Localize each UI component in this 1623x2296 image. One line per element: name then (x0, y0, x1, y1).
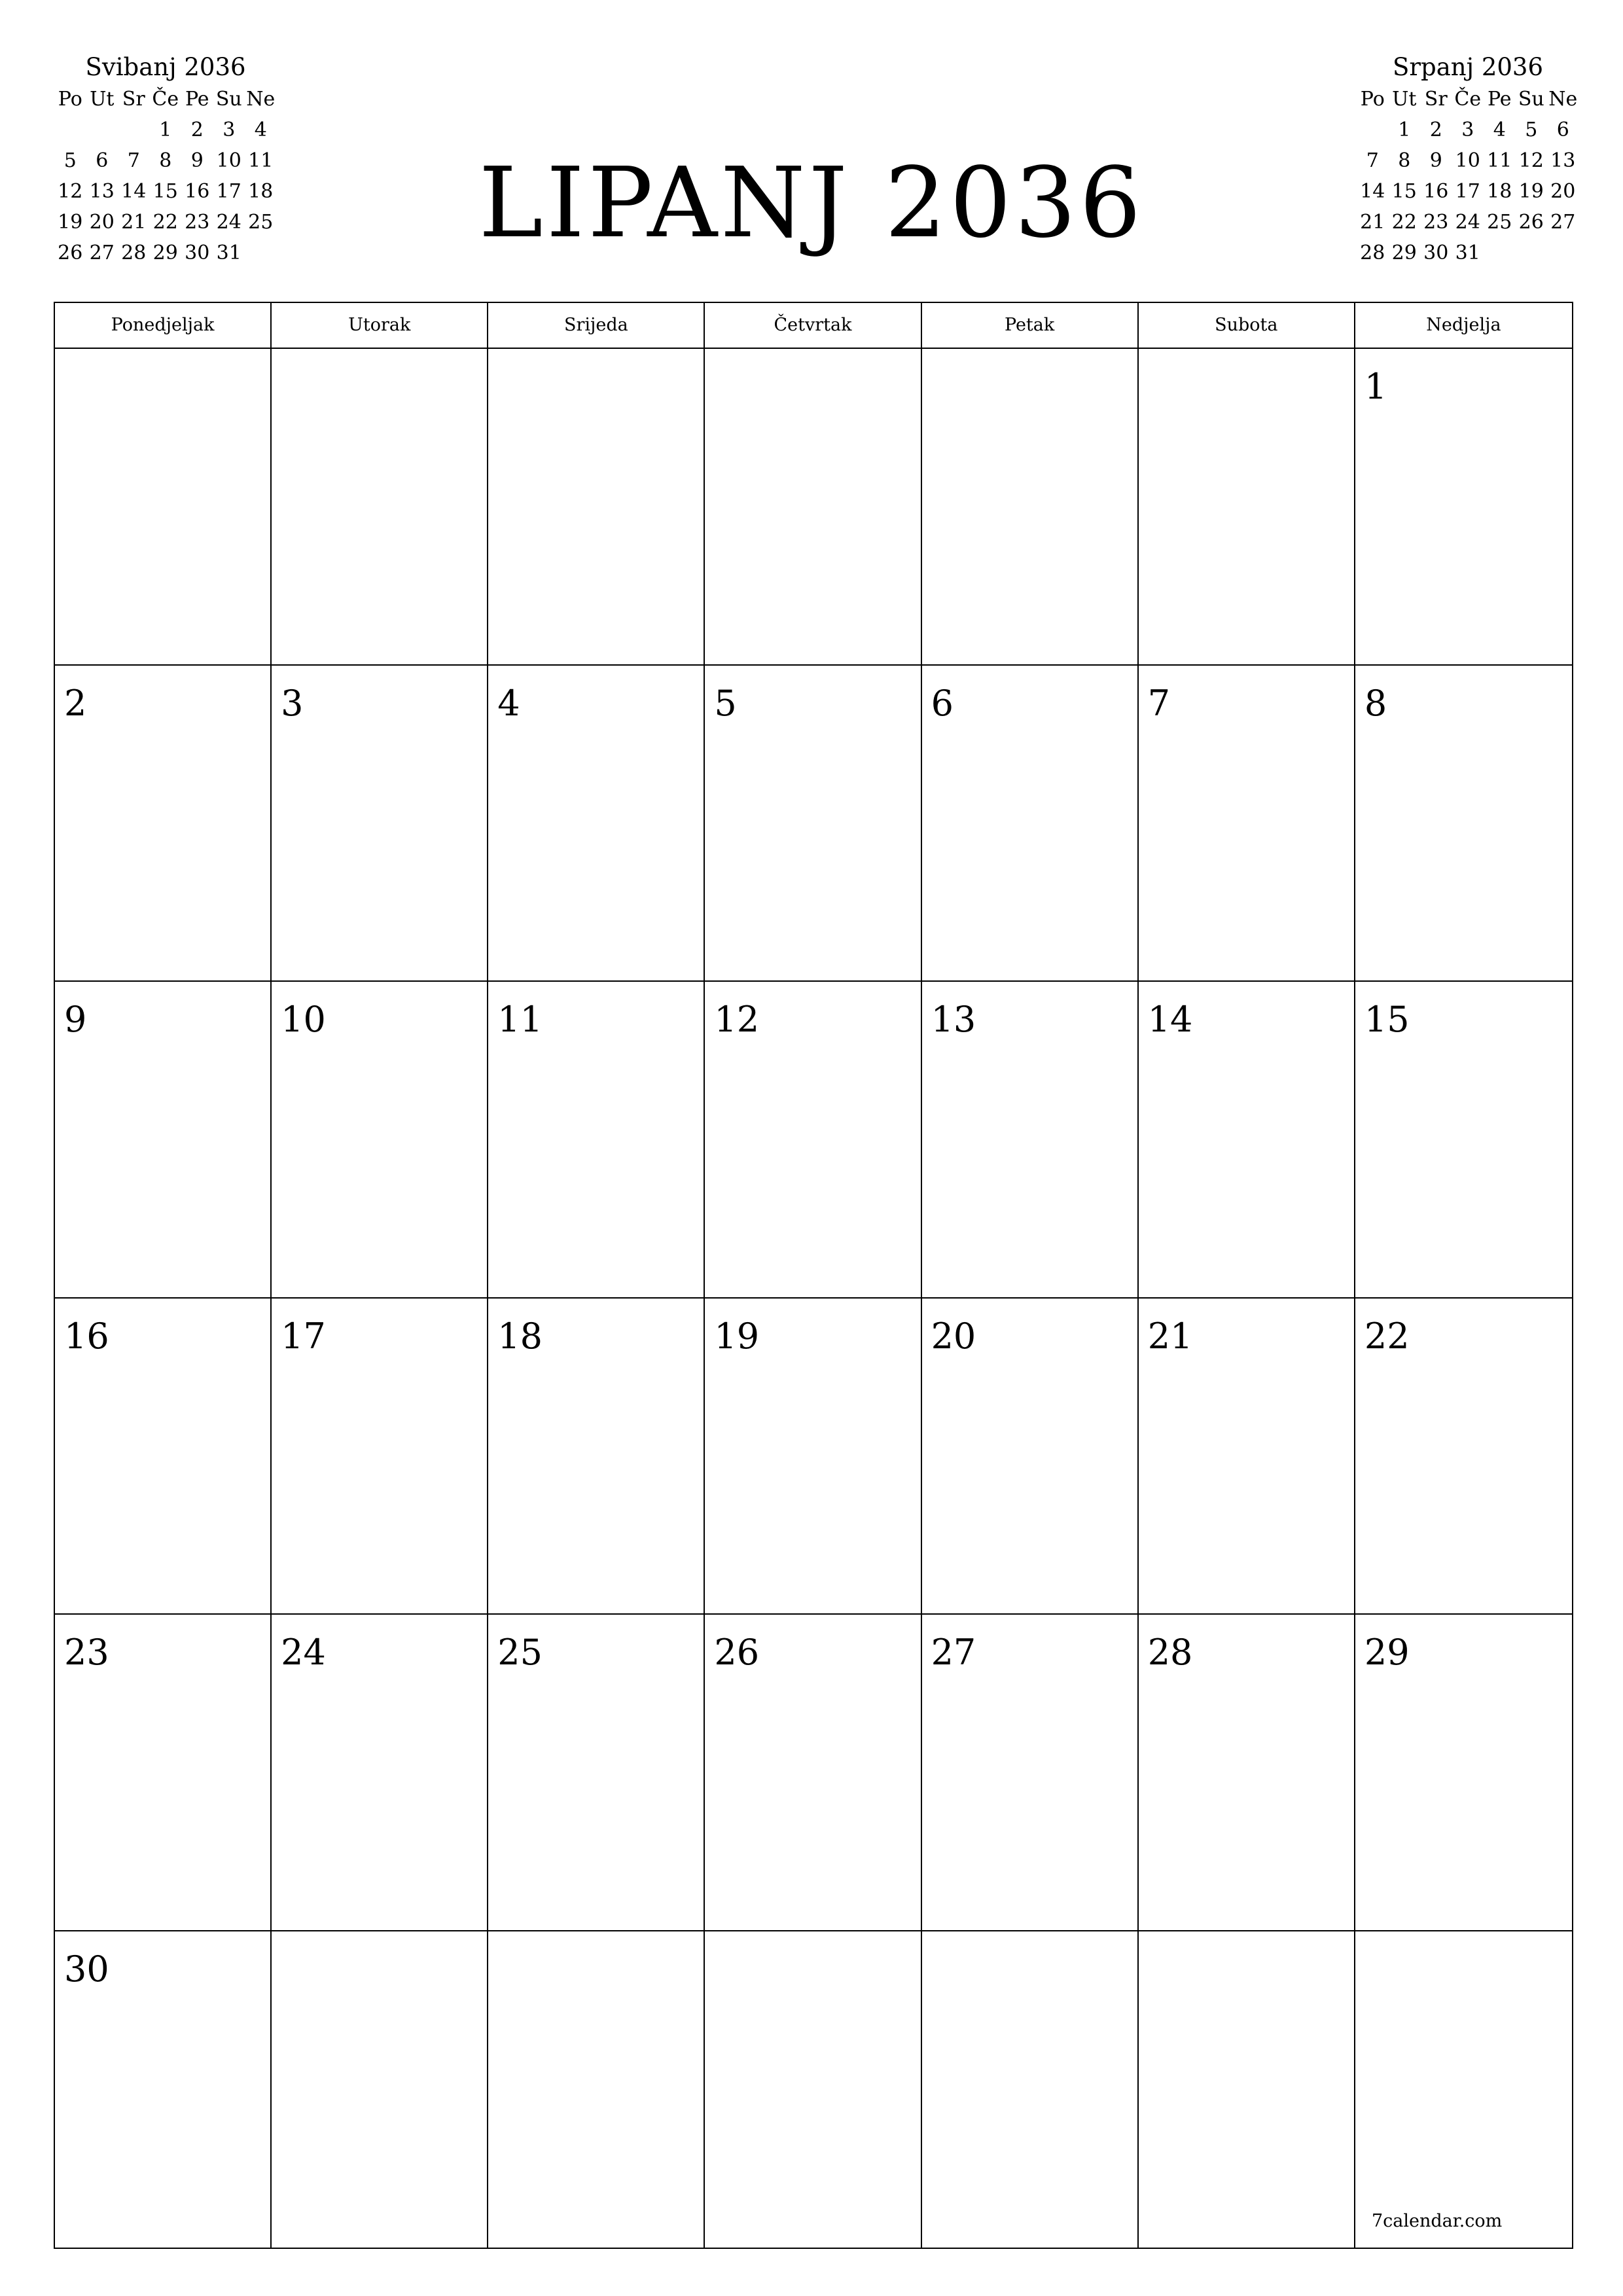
day-number: 5 (714, 682, 737, 724)
day-cell[interactable] (1139, 1931, 1355, 2248)
mini-day: 16 (185, 180, 210, 203)
weekday-header: Petak (922, 303, 1139, 348)
day-cell[interactable] (922, 982, 1139, 1299)
day-number: 12 (714, 999, 760, 1040)
mini-day: 22 (1391, 211, 1417, 234)
mini-day: 8 (159, 149, 172, 172)
mini-day: 21 (1360, 211, 1385, 234)
day-cell[interactable] (922, 349, 1139, 666)
mini-weekday-label: Pe (185, 88, 209, 111)
mini-day: 1 (159, 118, 172, 141)
day-number: 24 (281, 1632, 326, 1673)
day-cell[interactable] (922, 1931, 1139, 2248)
weekday-header: Ponedjeljak (55, 303, 272, 348)
mini-day: 26 (58, 242, 83, 264)
mini-day: 15 (1391, 180, 1417, 203)
day-number: 28 (1147, 1632, 1193, 1673)
weekday-header: Nedjelja (1426, 315, 1501, 335)
day-cell[interactable] (1139, 982, 1355, 1299)
mini-day (118, 115, 150, 145)
day-number: 26 (714, 1632, 760, 1673)
weekday-header: Četvrtak (705, 303, 921, 348)
mini-day (245, 238, 277, 268)
mini-weekday-label: Če (152, 88, 179, 111)
mini-day: 16 (1423, 180, 1449, 203)
day-number: 29 (1364, 1632, 1410, 1673)
day-cell[interactable] (705, 1299, 921, 1615)
weeks-grid (55, 349, 1572, 2248)
day-cell[interactable] (1139, 1615, 1355, 1931)
mini-day: 3 (223, 118, 236, 141)
mini-day: 27 (1550, 211, 1576, 234)
mini-weekday-label: Ne (1548, 88, 1578, 111)
mini-day: 13 (89, 180, 115, 203)
weekday-header: Subota (1139, 303, 1355, 348)
mini-day: 27 (89, 242, 115, 264)
mini-day: 29 (152, 242, 178, 264)
mini-day: 1 (1398, 118, 1411, 141)
mini-day: 20 (1550, 180, 1576, 203)
day-cell[interactable] (705, 1931, 921, 2248)
mini-day (1516, 238, 1548, 268)
day-cell[interactable] (705, 349, 921, 666)
weekday-header: Srijeda (488, 303, 705, 348)
mini-day: 9 (190, 149, 204, 172)
mini-day: 14 (1360, 180, 1385, 203)
mini-weekday-label: Sr (122, 88, 145, 111)
mini-day: 29 (1391, 242, 1417, 264)
mini-day: 20 (89, 211, 115, 234)
day-number: 8 (1364, 682, 1387, 724)
mini-weekday-label: Če (1454, 88, 1482, 111)
day-number: 14 (1147, 999, 1193, 1040)
day-number: 10 (281, 999, 326, 1040)
day-cell[interactable] (1139, 666, 1355, 982)
mini-weekday-label: Ne (246, 88, 276, 111)
day-number: 23 (64, 1632, 109, 1673)
mini-day: 25 (1487, 211, 1512, 234)
mini-weekday-label: Su (215, 88, 242, 111)
mini-day: 31 (216, 242, 241, 264)
day-cell[interactable] (272, 1931, 488, 2248)
day-cell[interactable] (922, 1299, 1139, 1615)
day-cell[interactable] (488, 666, 705, 982)
mini-weekday-label: Su (1518, 88, 1544, 111)
day-number: 11 (497, 999, 543, 1040)
day-cell[interactable] (488, 349, 705, 666)
day-number: 15 (1364, 999, 1410, 1040)
mini-day: 18 (248, 180, 274, 203)
mini-day (54, 115, 86, 145)
mini-day: 6 (1556, 118, 1569, 141)
mini-day: 6 (96, 149, 109, 172)
day-cell[interactable] (1355, 1615, 1572, 1931)
mini-day: 11 (1487, 149, 1512, 172)
mini-calendar-previous-month (54, 51, 277, 268)
mini-day: 7 (127, 149, 140, 172)
weekday-header-row (55, 303, 1572, 349)
mini-day (1484, 238, 1516, 268)
mini-weekday-label: Po (1360, 88, 1385, 111)
day-cell[interactable] (1355, 982, 1572, 1299)
mini-day: 14 (121, 180, 147, 203)
day-number: 20 (931, 1315, 976, 1357)
mini-calendar-next-month (1357, 51, 1579, 268)
mini-day: 23 (185, 211, 210, 234)
mini-day: 3 (1461, 118, 1474, 141)
mini-day (86, 115, 118, 145)
day-number: 30 (64, 1948, 109, 1990)
mini-weekday-label: Pe (1487, 88, 1512, 111)
mini-day: 8 (1398, 149, 1411, 172)
mini-day: 19 (58, 211, 83, 234)
day-cell[interactable] (705, 982, 921, 1299)
mini-day: 25 (248, 211, 274, 234)
mini-day: 31 (1455, 242, 1480, 264)
day-number: 6 (931, 682, 954, 724)
mini-day: 28 (121, 242, 147, 264)
day-cell[interactable] (705, 1615, 921, 1931)
mini-day: 4 (1493, 118, 1506, 141)
day-cell[interactable] (1355, 349, 1572, 666)
day-cell[interactable] (55, 982, 272, 1299)
day-cell[interactable] (1139, 1299, 1355, 1615)
mini-day: 4 (254, 118, 267, 141)
day-number: 2 (64, 682, 87, 724)
day-number: 3 (281, 682, 304, 724)
mini-day: 17 (1455, 180, 1480, 203)
mini-day: 30 (185, 242, 210, 264)
day-cell[interactable] (272, 1299, 488, 1615)
day-cell[interactable] (1355, 666, 1572, 982)
mini-day: 23 (1423, 211, 1449, 234)
mini-day: 7 (1366, 149, 1379, 172)
mini-calendar-grid (54, 84, 277, 268)
mini-day: 10 (216, 149, 241, 172)
mini-day: 5 (63, 149, 77, 172)
day-cell[interactable] (55, 666, 272, 982)
day-number: 7 (1147, 682, 1171, 724)
day-cell[interactable] (55, 1615, 272, 1931)
mini-day: 17 (216, 180, 241, 203)
page-title: LIPANJ 2036 (478, 147, 1145, 259)
day-cell[interactable] (488, 1299, 705, 1615)
month-grid (54, 302, 1573, 2249)
mini-calendar-title: Srpanj 2036 (1392, 53, 1543, 81)
mini-day: 19 (1518, 180, 1544, 203)
mini-day: 24 (1455, 211, 1480, 234)
day-cell[interactable] (1355, 1931, 1572, 2248)
day-number: 21 (1147, 1315, 1193, 1357)
mini-calendar-grid (1357, 84, 1579, 268)
mini-day: 21 (121, 211, 147, 234)
day-cell[interactable] (1139, 349, 1355, 666)
mini-day: 18 (1487, 180, 1512, 203)
day-number: 9 (64, 999, 87, 1040)
day-cell[interactable] (488, 982, 705, 1299)
mini-weekday-label: Ut (90, 88, 115, 111)
mini-day: 15 (152, 180, 178, 203)
day-number: 1 (1364, 366, 1387, 407)
day-number: 18 (497, 1315, 543, 1357)
mini-day: 11 (248, 149, 274, 172)
credit-text: 7calendar.com (1372, 2211, 1503, 2231)
day-number: 22 (1364, 1315, 1410, 1357)
day-cell[interactable] (55, 1299, 272, 1615)
mini-day: 5 (1525, 118, 1538, 141)
day-number: 27 (931, 1632, 976, 1673)
weekday-header: Utorak (272, 303, 488, 348)
mini-day: 24 (216, 211, 241, 234)
mini-day: 12 (1518, 149, 1544, 172)
mini-day: 9 (1429, 149, 1442, 172)
day-number: 17 (281, 1315, 326, 1357)
mini-calendar-title: Svibanj 2036 (85, 53, 246, 81)
day-cell[interactable] (272, 349, 488, 666)
day-cell[interactable] (272, 982, 488, 1299)
mini-day (1357, 115, 1389, 145)
day-cell[interactable] (55, 349, 272, 666)
mini-day (1547, 238, 1579, 268)
day-cell[interactable] (922, 1615, 1139, 1931)
day-cell[interactable] (705, 666, 921, 982)
day-number: 4 (497, 682, 520, 724)
mini-day: 2 (190, 118, 204, 141)
day-cell[interactable] (55, 1931, 272, 2248)
mini-day: 10 (1455, 149, 1480, 172)
mini-day: 12 (58, 180, 83, 203)
day-number: 16 (64, 1315, 109, 1357)
day-cell[interactable] (272, 666, 488, 982)
day-number: 19 (714, 1315, 760, 1357)
day-cell[interactable] (488, 1615, 705, 1931)
mini-weekday-label: Ut (1392, 88, 1417, 111)
day-cell[interactable] (922, 666, 1139, 982)
day-cell[interactable] (272, 1615, 488, 1931)
mini-day: 30 (1423, 242, 1449, 264)
day-cell[interactable] (488, 1931, 705, 2248)
day-number: 25 (497, 1632, 543, 1673)
mini-day: 28 (1360, 242, 1385, 264)
mini-day: 26 (1518, 211, 1544, 234)
mini-day: 13 (1550, 149, 1576, 172)
day-number: 13 (931, 999, 976, 1040)
mini-weekday-label: Sr (1424, 88, 1448, 111)
mini-day: 22 (152, 211, 178, 234)
day-cell[interactable] (1355, 1299, 1572, 1615)
mini-day: 2 (1429, 118, 1442, 141)
mini-weekday-label: Po (58, 88, 82, 111)
